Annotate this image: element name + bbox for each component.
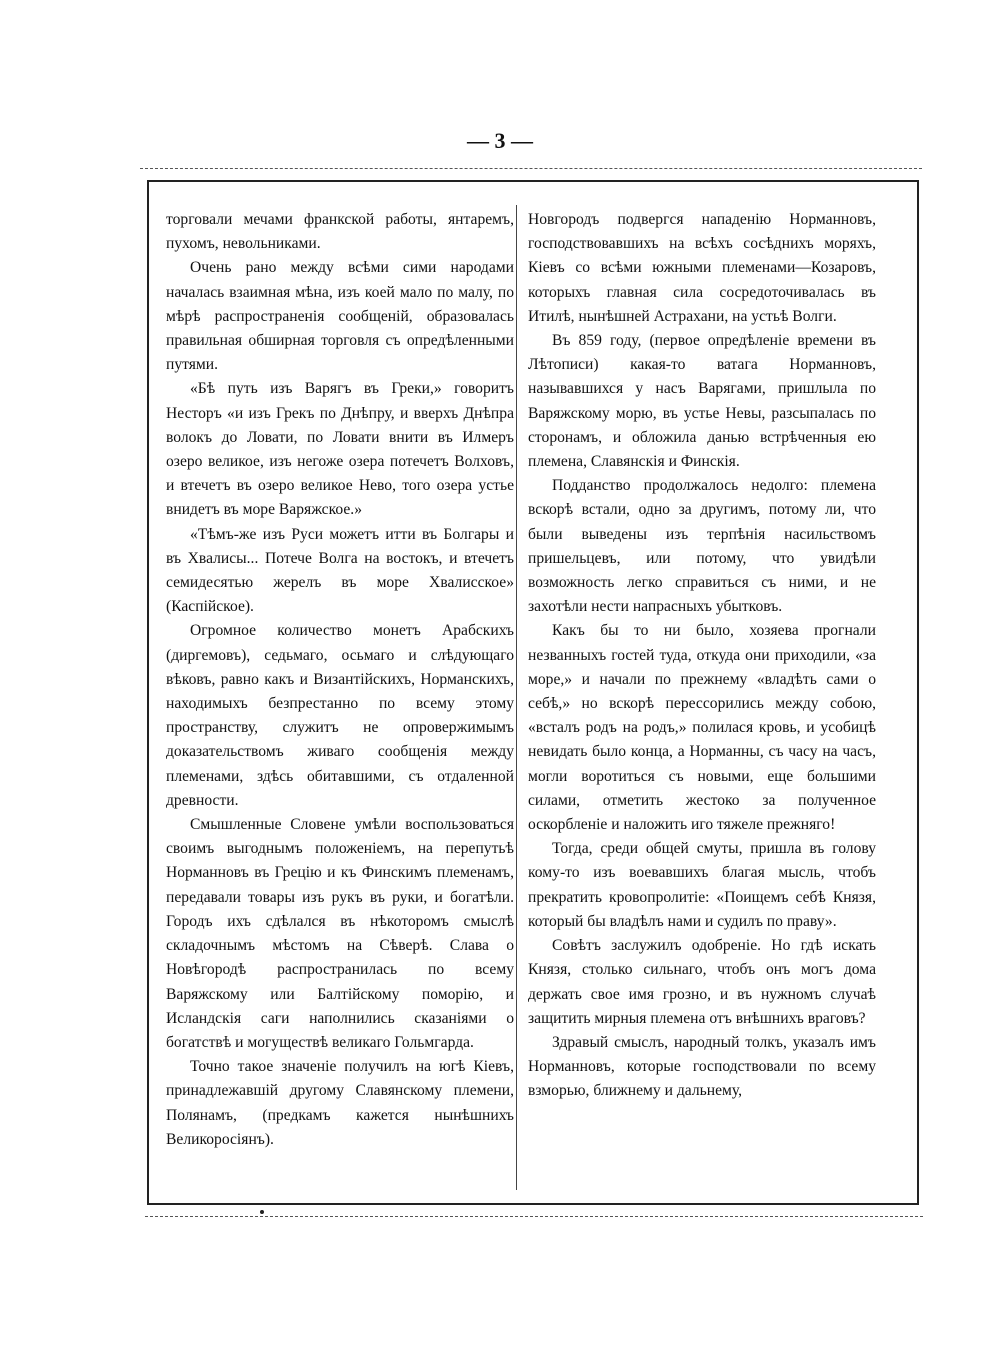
paragraph: Очень рано между всѣми сими народами началась взаимная мѣна, изъ коей мало по малу, по мѣрѣ распространенія сообщеній, образовалась правильная обширная торговля съ опредѣленными путями.: [166, 259, 514, 374]
paragraph: Смышленные Словене умѣли воспользоваться своимъ выгоднымъ положеніемъ, на перепутьѣ Норманновъ въ Грецію и къ Финскимъ племенамъ, передавали товары изъ рукъ въ руки, и богатѣли. Городъ ихъ сдѣлался въ нѣкоторомъ смыслѣ складочнымъ мѣстомъ на Сѣверѣ. Слава о Новѣгородѣ распространилась по всему Варяжскому или Балтійскому поморію, и Исландскія саги наполнились сказаніями о богатствѣ и могуществѣ великаго Гольмгарда.: [166, 816, 514, 1051]
paragraph: Новгородъ подвергся нападенію Норманновъ, господствовавшихъ на всѣхъ сосѣднихъ моряхъ, Кіевъ со всѣми южными племенами—Козаровъ, которыхъ главная сила сосредоточивалась въ Итилѣ, нынѣшней Астрахани, на устьѣ Волги.: [528, 211, 876, 325]
page-number: — 3 —: [467, 128, 533, 153]
paragraph: Точно такое значеніе получилъ на югѣ Кіевъ, принадлежавшій другому Славянскому племени, Полянамъ, (предкамъ кажется нынѣшнихъ Великоросіянъ).: [166, 1058, 514, 1148]
paragraph: Огромное количество монетъ Арабскихъ (диргемовъ), седьмаго, осьмаго и слѣдующаго вѣковъ, равно какъ и Византійскихъ, Норманскихъ, находимыхъ безпрестанно по всему этому пространству, служитъ не опровержимымъ доказательствомъ живаго сообщенія между племенами, здѣсь обитавшими, съ отдаленной древности.: [166, 622, 514, 809]
left-column: [166, 208, 514, 1152]
paragraph: Совѣтъ заслужилъ одобреніе. Но гдѣ искать Князя, столько сильнаго, чтобъ онъ могъ дома держать свое имя грозно, и въ нужномъ случаѣ защитить мирныя племена отъ внѣшнихъ враговъ?: [528, 937, 876, 1027]
column-divider: [516, 205, 517, 1190]
paragraph: Какъ бы то ни было, хозяева прогнали незванныхъ гостей туда, откуда они приходили, «за море,» и начали по прежнему «владѣть сами о себѣ,» но вскорѣ перессорились между собою, «всталъ родъ на родъ,» полилася кровь, и усобицѣ невидать было конца, а Норманны, съ часу на часъ, могли воротиться съ новыми, еще большими силами, отметить жестоко за полученное оскорбленіе и наложить иго тяжеле прежняго!: [528, 622, 876, 834]
top-rule: [140, 168, 922, 169]
paragraph: торговали мечами франкской работы, янтаремъ, пухомъ, невольниками.: [166, 211, 514, 253]
right-column: [528, 208, 876, 1104]
bottom-dot: [260, 1210, 264, 1214]
paragraph: Въ 859 году, (первое опредѣленіе времени въ Лѣтописи) какая-то ватага Норманновъ, называвшихся у насъ Варягами, пришлыла по Варяжскому морю, въ устье Невы, разсыпалась по сторонамъ, и обложила данью встрѣченныя ею племена, Славянскія и Финскія.: [528, 332, 876, 471]
paragraph: Здравый смыслъ, народный толкъ, указалъ имъ Норманновъ, которые господствовали по всему взморью, ближнему и дальнему,: [528, 1033, 876, 1100]
paragraph: «Тѣмъ-же изъ Руси можетъ итти въ Болгары и въ Хвалисы... Потече Волга на востокъ, и втечетъ семидесятью жерелъ въ море Хвалисское» (Каспійское).: [166, 525, 514, 616]
paragraph: Подданство продолжалось недолго: племена вскорѣ встали, одно за другимъ, потому ли, что были выведены изъ терпѣнія насильствомъ пришельцевъ, или потому, что увидѣли возможность легко справиться съ ними, и не захотѣли нести напрасныхъ убытковъ.: [528, 477, 876, 616]
paragraph: Тогда, среди общей смуты, пришла въ голову кому-то изъ воевавшихъ благая мысль, чтобъ прекратить кровопролитіе: «Поищемъ себѣ Князя, который бы владѣлъ нами и судилъ по праву».: [528, 840, 876, 930]
bottom-rule: [145, 1216, 923, 1217]
paragraph: «Бѣ путь изъ Варягъ въ Греки,» говоритъ Несторъ «и изъ Грекъ по Днѣпру, и вверхъ Днѣпра волокъ до Ловати, по Ловати внити въ Илмеръ озеро великое, изъ негоже озера потечетъ Волховъ, и втечетъ въ озеро великое Нево, того озера устье внидетъ въ море Варяжское.»: [166, 380, 514, 519]
